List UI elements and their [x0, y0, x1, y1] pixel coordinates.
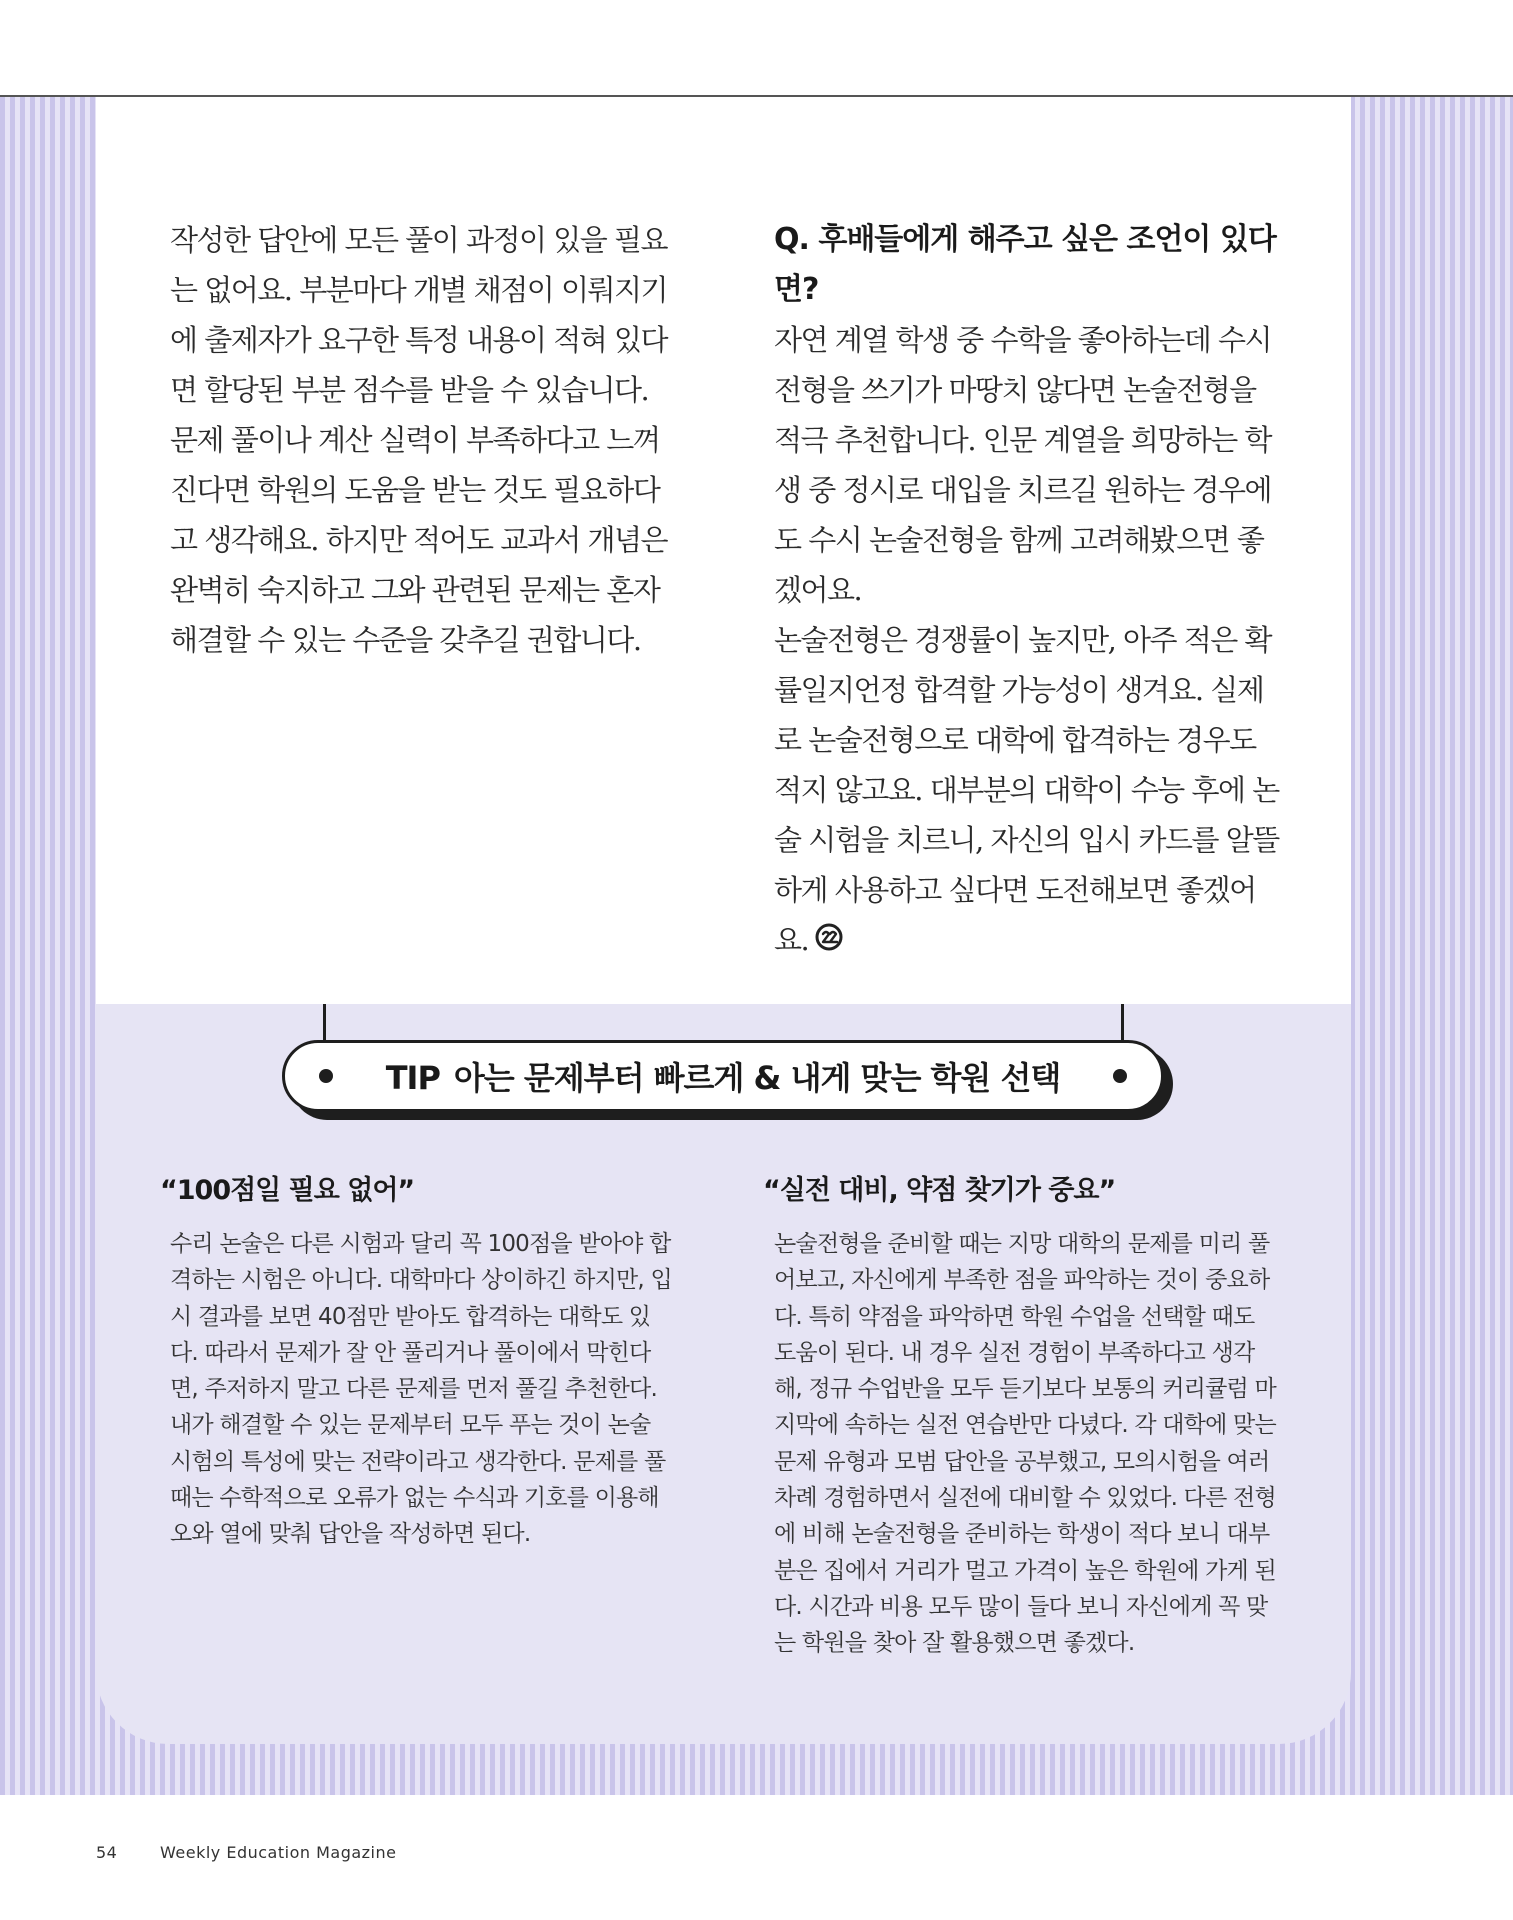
- tip-dot-right: [1113, 1069, 1127, 1083]
- interview-right-column: [774, 215, 1289, 967]
- magazine-name: Weekly Education Magazine: [160, 1843, 397, 1862]
- tip-title: [386, 1053, 1061, 1099]
- tip-banner: [282, 1040, 1164, 1112]
- interview-left-column: [170, 215, 680, 665]
- tip-dot-left: [319, 1069, 333, 1083]
- interview-paragraph: [774, 615, 1289, 967]
- page-number: 54: [96, 1843, 118, 1862]
- tip-right-heading: “실전 대비, 약점 찾기가 중요”: [763, 1175, 1116, 1206]
- end-mark-icon: [814, 917, 844, 967]
- question-heading: Q. 후배들에게 해주고 싶은 조언이 있다면?: [774, 222, 1276, 307]
- tip-title-text: 아는 문제부터 빠르게 & 내게 맞는 학원 선택: [453, 1059, 1061, 1097]
- interview-paragraph: 작성한 답안에 모든 풀이 과정이 있을 필요는 없어요. 부분마다 개별 채점이 이뤄지기에 출제자가 요구한 특정 내용이 적혀 있다면 할당된 부분 점수를 받을 수 있습니다.: [170, 223, 668, 407]
- tip-left-text: 수리 논술은 다른 시험과 달리 꼭 100점을 받아야 합격하는 시험은 아니다. 대학마다 상이하긴 하지만, 입시 결과를 보면 40점만 받아도 합격하는 대학도 있다. 따라서 문제가 잘 안 풀리거나 풀이에서 막힌다면, 주저하지 말고 다른 문제를 먼저 풀길 추천한다. 내가 해결할 수 있는 문제부터 모두 푸는 것이 논술 시험의 특성에 맞는 전략이라고 생각한다. 문제를 풀 때는 수학적으로 오류가 없는 수식과 기호를 이용해 오와 열에 맞춰 답안을 작성하면 된다.: [170, 1231, 672, 1548]
- interview-paragraph: 문제 풀이나 계산 실력이 부족하다고 느껴진다면 학원의 도움을 받는 것도 필요하다고 생각해요. 하지만 적어도 교과서 개념은 완벽히 숙지하고 그와 관련된 문제는 혼자 해결할 수 있는 수준을 갖추길 권합니다.: [170, 423, 668, 657]
- tip-label: TIP: [385, 1059, 440, 1097]
- interview-paragraph-text: 논술전형은 경쟁률이 높지만, 아주 적은 확률일지언정 합격할 가능성이 생겨요. 실제로 논술전형으로 대학에 합격하는 경우도 적지 않고요. 대부분의 대학이 수능 후에 논술 시험을 치르니, 자신의 입시 카드를 알뜰하게 사용하고 싶다면 도전해보면 좋겠어요.: [774, 623, 1279, 957]
- tip-left-heading: “100점일 필요 없어”: [160, 1175, 415, 1206]
- tip-right-text: 논술전형을 준비할 때는 지망 대학의 문제를 미리 풀어보고, 자신에게 부족한 점을 파악하는 것이 중요하다. 특히 약점을 파악하면 학원 수업을 선택할 때도 도움이 된다. 내 경우 실전 경험이 부족하다고 생각해, 정규 수업반을 모두 듣기보다 보통의 커리큘럼 마지막에 속하는 실전 연습반만 다녔다. 각 대학에 맞는 문제 유형과 모범 답안을 공부했고, 모의시험을 여러 차례 경험하면서 실전에 대비할 수 있었다. 다른 전형에 비해 논술전형을 준비하는 학생이 적다 보니 대부분은 집에서 거리가 멀고 가격이 높은 학원에 가게 된다. 시간과 비용 모두 많이 들다 보니 자신에게 꼭 맞는 학원을 찾아 잘 활용했으면 좋겠다.: [774, 1231, 1276, 1657]
- interview-paragraph: 자연 계열 학생 중 수학을 좋아하는데 수시전형을 쓰기가 마땅치 않다면 논술전형을 적극 추천합니다. 인문 계열을 희망하는 학생 중 정시로 대입을 치르길 원하는 경우에도 수시 논술전형을 함께 고려해봤으면 좋겠어요.: [774, 323, 1272, 607]
